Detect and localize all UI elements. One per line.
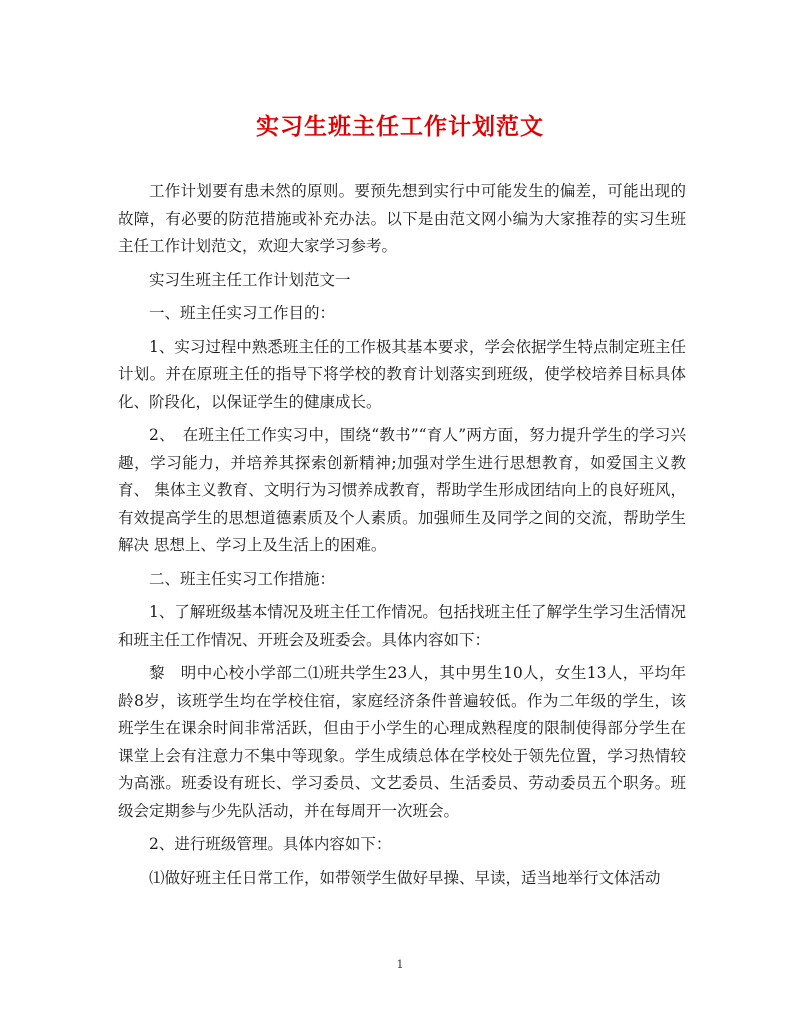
paragraph-purpose-2: 2、 在班主任工作实习中，围绕“教书”“育人”两方面，努力提升学生的学习兴趣，学习能力，并培养其探索创新精神;加强对学生进行思想教育，如爱国主义教育、 集体主义教育、文明行为习惯养成教育，帮助学生形成团结向上的良好班风，有效提高学生的思想道德素质及个人素质。加强师生及同学之间的交流，帮助学生解决 思想上、学习上及生活上的困难。 <box>118 426 686 554</box>
document-body <box>118 178 686 898</box>
page-number: 1 <box>396 958 404 971</box>
paragraph-heading-purpose: 一、班主任实习工作目的： <box>149 304 336 322</box>
document-title: 实习生班主任工作计划范文 <box>256 113 544 140</box>
paragraph-intro: 工作计划要有患未然的原则。要预先想到实行中可能发生的偏差，可能出现的故障，有必要的防范措施或补充办法。以下是由范文网小编为大家推荐的实习生班主任工作计划范文，欢迎大家学习参考。 <box>118 182 686 255</box>
paragraph-measures-1: 1、了解班级基本情况及班主任工作情况。包括找班主任了解学生学习生活情况和班主任工作情况、开班会及班委会。具体内容如下： <box>118 603 686 649</box>
paragraph-heading-measures: 二、班主任实习工作措施： <box>149 569 336 588</box>
paragraph-section-title: 实习生班主任工作计划范文一 <box>149 270 351 289</box>
paragraph-measures-2: 2、进行班级管理。具体内容如下： <box>149 835 392 853</box>
paragraph-purpose-1: 1、实习过程中熟悉班主任的工作极其基本要求，学会依据学生特点制定班主任计划。并在原班主任的指导下将学校的教育计划落实到班级，使学校培养目标具体化、阶段化，以保证学生的健康成长。 <box>118 337 686 411</box>
paragraph-class-info: 黎 明中心校小学部二⑴班共学生23人，其中男生10人，女生13人，平均年龄8岁，该班学生均在学校住宿，家庭经济条件普遍较低。作为二年级的学生，该 班学生在课余时间非常活跃，但由于小学生的心理成熟程度的限制使得部分学生在课堂上会有注意力不集中等现象。学生成绩总体在学校处于领先位置，学习热情较 为高涨。班委设有班长、学习委员、文艺委员、生活委员、劳动委员五个职务。班级会定期参与少先队活动，并在每周开一次班会。 <box>118 664 686 820</box>
paragraph-daily-work: ⑴做好班主任日常工作，如带领学生做好早操、早读，适当地举行文体活动 <box>149 868 661 887</box>
